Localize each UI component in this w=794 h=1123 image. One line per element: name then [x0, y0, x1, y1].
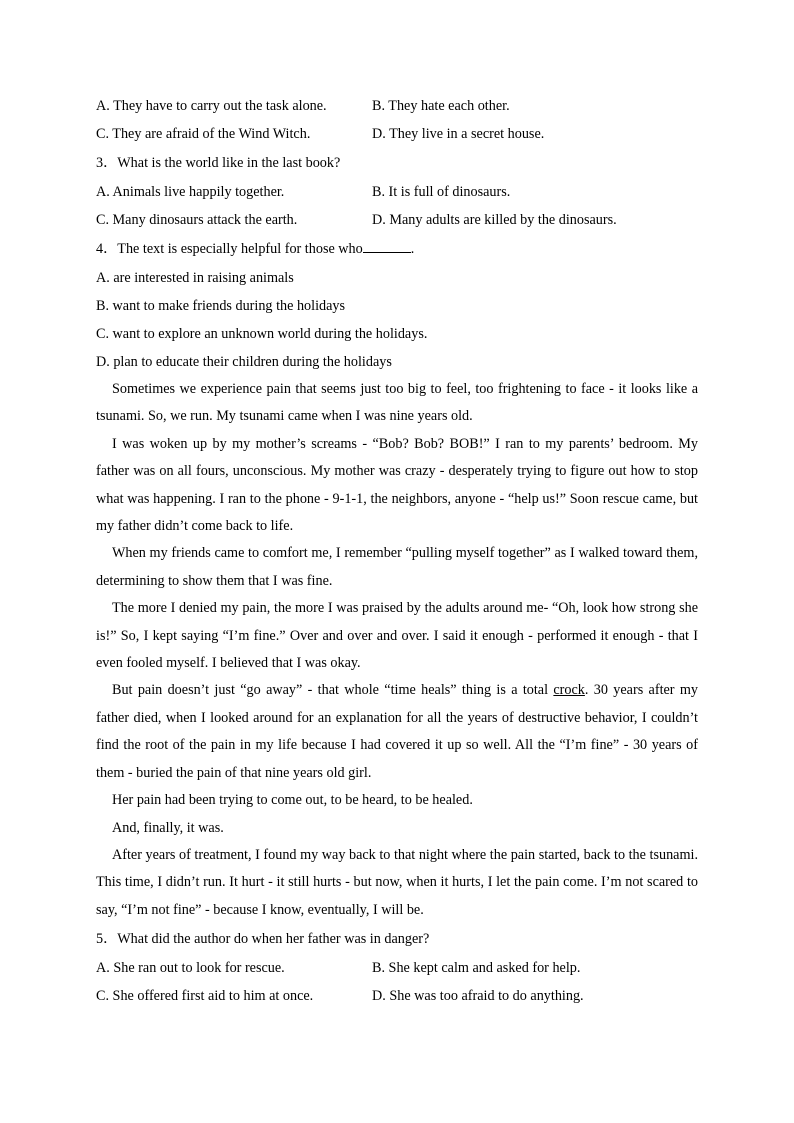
q3-option-d: D. Many adults are killed by the dinosaurs. — [372, 211, 617, 228]
passage-paragraph-3 — [96, 540, 698, 595]
q4-stem-end: . — [410, 241, 415, 257]
passage-paragraph-5-text-start: But pain doesn’t just “go away” - that whole “time heals” thing is a total — [112, 682, 554, 699]
q2-options-row-2 — [96, 120, 698, 148]
passage-paragraph-2 — [96, 431, 698, 541]
worksheet-page — [96, 92, 698, 1010]
q4-option-a: A. are interested in raising animals — [96, 270, 294, 286]
q5-options-row-1 — [96, 954, 698, 982]
underlined-word: crock — [553, 682, 585, 699]
passage-paragraph-7-text: And, finally, it was. — [112, 819, 224, 836]
q2-option-b: B. They hate each other. — [372, 97, 510, 114]
q5-stem: 5．What did the author do when her father was in danger? — [96, 931, 430, 948]
q5-option-c: C. She offered first aid to him at once. — [96, 987, 314, 1004]
q3-options-row-2 — [96, 206, 698, 234]
passage-paragraph-5-text-end: . 30 years after my father died, when I looked around for an explanation for all the years of destructive behavior, I couldn’t find the root of the pain in my life because I had covered it up so well. All the “I’m fine” - 30 years of them - buried the pain of that nine years old girl. — [96, 682, 698, 781]
q4-option-b: B. want to make friends during the holidays — [96, 298, 346, 314]
q4-stem-text: 4．The text is especially helpful for those who — [96, 241, 363, 257]
passage-paragraph-7 — [96, 815, 698, 842]
passage-paragraph-4-text: The more I denied my pain, the more I was praised by the adults around me- “Oh, look how strong she is!” So, I kept saying “I’m fine.” Over and over and over. I said it enough - performed it enough - that I even fooled myself. I believed that I was okay. — [96, 600, 698, 672]
passage-paragraph-2-text: I was woken up by my mother’s screams - “Bob? Bob? BOB!” I ran to my parents’ bedroom. My father was on all fours, unconscious. My mother was crazy - desperately trying to figure out how to stop what was happening. I ran to the phone - 9-1-1, the neighbors, anyone - “help us!” Soon rescue came, but my father didn’t come back to life. — [96, 435, 698, 535]
q2-option-c: C. They are afraid of the Wind Witch. — [96, 125, 311, 142]
q5-option-a: A. She ran out to look for rescue. — [96, 959, 285, 976]
passage-paragraph-5 — [96, 677, 698, 787]
q3-option-a: A. Animals live happily together. — [96, 183, 285, 200]
q3-options-row-1 — [96, 178, 698, 206]
q2-option-a: A. They have to carry out the task alone. — [96, 97, 327, 114]
q5-options-row-2 — [96, 982, 698, 1010]
passage-paragraph-4 — [96, 595, 698, 677]
q2-option-d: D. They live in a secret house. — [372, 125, 545, 142]
q4-stem — [96, 234, 698, 264]
q2-options-row-1 — [96, 92, 698, 120]
passage-paragraph-1-text: Sometimes we experience pain that seems just too big to feel, too frightening to face - it looks like a tsunami. So, we run. My tsunami came when I was nine years old. — [96, 381, 698, 425]
passage-paragraph-6 — [96, 787, 698, 814]
passage-paragraph-8 — [96, 842, 698, 924]
q3-option-b: B. It is full of dinosaurs. — [372, 183, 511, 200]
passage-paragraph-1 — [96, 376, 698, 431]
passage-paragraph-6-text: Her pain had been trying to come out, to be heard, to be healed. — [112, 792, 473, 809]
passage-paragraph-8-text: After years of treatment, I found my way back to that night where the pain started, back to the tsunami. This time, I didn’t run. It hurt - it still hurts - but now, when it hurts, I let the pain come. I’m not scared to say, “I’m not fine” - because I know, eventually, I will be. — [96, 846, 698, 918]
q3-stem: 3．What is the world like in the last book? — [96, 155, 341, 171]
q3-option-c: C. Many dinosaurs attack the earth. — [96, 211, 298, 228]
passage-paragraph-3-text: When my friends came to comfort me, I remember “pulling myself together” as I walked toward them, determining to show them that I was fine. — [96, 545, 698, 589]
q5-option-b: B. She kept calm and asked for help. — [372, 959, 581, 976]
answer-blank — [363, 238, 411, 253]
q4-option-c: C. want to explore an unknown world during the holidays. — [96, 326, 428, 342]
q4-option-d: D. plan to educate their children during the holidays — [96, 354, 392, 370]
q5-option-d: D. She was too afraid to do anything. — [372, 987, 584, 1004]
